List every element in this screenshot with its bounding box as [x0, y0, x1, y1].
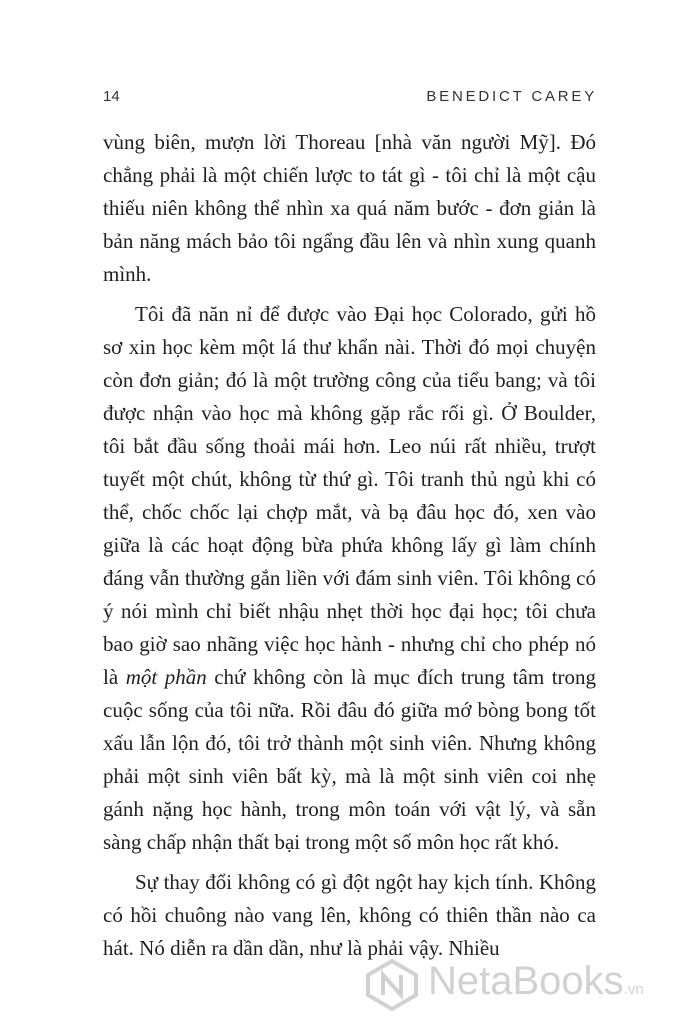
paragraph-text: Tôi đã năn nỉ để được vào Đại học Colorado, gửi hồ sơ xin học kèm một lá thư khẩn nài. Thời đó mọi chuyện còn đơn giản; đó là một trường công của tiểu bang; và tôi được nhận vào học mà không gặp rắc rối gì. Ở Boulder, tôi bắt đầu sống thoải mái hơn. Leo núi rất nhiều, trượt tuyết một chút, không từ thứ gì. Tôi tranh thủ ngủ khi có thể, chốc chốc lại chợp mắt, và bạ đâu học đó, xen vào giữa là các hoạt động bừa phứa không lấy gì làm chính đáng vẫn thường gắn liền với đám sinh viên. Tôi không có ý nói mình chỉ biết nhậu nhẹt thời học đại học; tôi chưa bao giờ sao nhãng việc học hành - nhưng chỉ cho phép nó là	[103, 302, 596, 689]
paragraph-continued: vùng biên, mượn lời Thoreau [nhà văn người Mỹ]. Đó chẳng phải là một chiến lược to tát gì - tôi chỉ là một cậu thiếu niên không thể nhìn xa quá năm bước - đơn giản là bản năng mách bảo tôi ngẩng đầu lên và nhìn xung quanh mình.	[103, 130, 596, 286]
page-header	[103, 88, 597, 112]
watermark	[364, 955, 694, 1015]
paragraph	[103, 298, 596, 859]
watermark-text: NetaBooks.vn	[428, 959, 644, 1003]
paragraph: Sự thay đổi không có gì đột ngột hay kịch tính. Không có hồi chuông nào vang lên, không có thiên thần nào ca hát. Nó diễn ra dần dần, như là phải vậy. Nhiều	[103, 870, 596, 960]
body-text	[103, 126, 596, 972]
netabooks-logo-icon	[364, 959, 420, 1011]
paragraph-text: chứ không còn là mục đích trung tâm trong cuộc sống của tôi nữa. Rồi đâu đó giữa mớ bòng bong tốt xấu lẫn lộn đó, tôi trở thành một sinh viên. Nhưng không phải một sinh viên bất kỳ, mà là một sinh viên coi nhẹ gánh nặng học hành, trong môn toán với vật lý, và sẵn sàng chấp nhận thất bại trong một số môn học rất khó.	[103, 665, 597, 854]
page-number: 14	[103, 88, 120, 105]
running-head-author: BENEDICT CAREY	[426, 88, 597, 105]
emphasis-text: một phần	[125, 665, 207, 689]
